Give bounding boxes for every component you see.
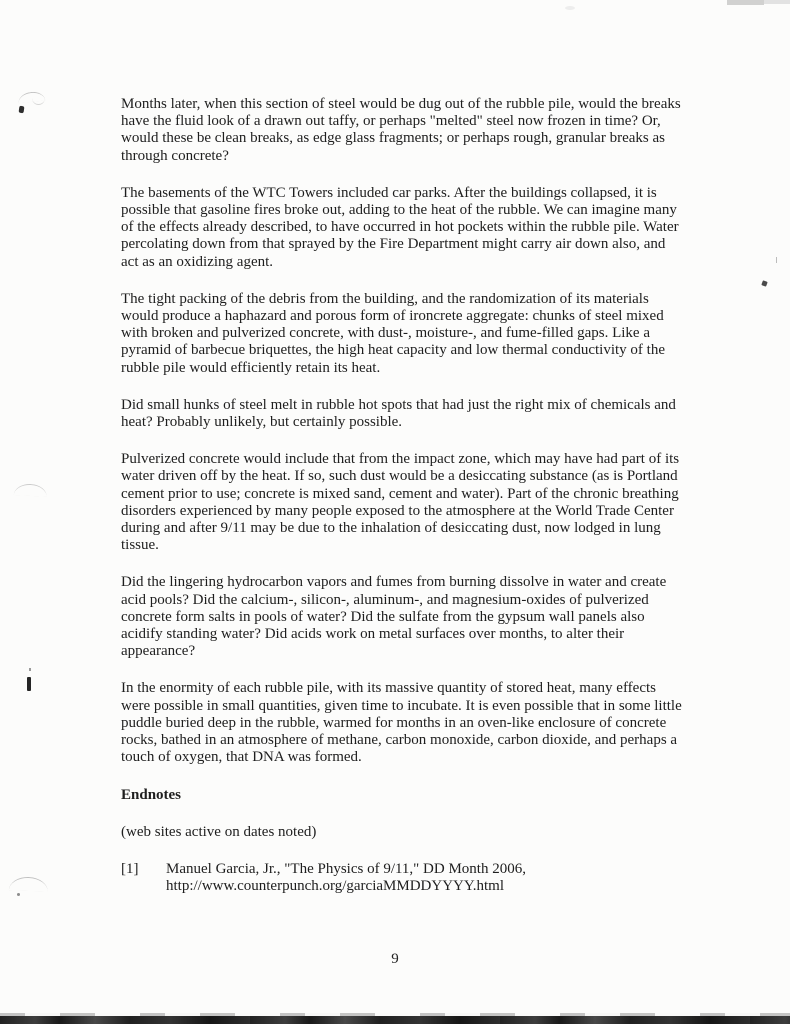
scan-squiggle-mark — [32, 98, 45, 105]
scan-speck — [776, 257, 777, 263]
scan-tick-mark — [27, 677, 31, 691]
endnote-marker: [1] — [121, 860, 139, 877]
scan-smudge — [764, 0, 790, 4]
scan-ink-dot — [17, 893, 20, 896]
endnotes-note: (web sites active on dates noted) — [121, 823, 317, 840]
paragraph-7: In the enormity of each rubble pile, with its massive quantity of stored heat, many effects were possible in small quantities, given time to incubate. It is even possible that in some little puddle buried deep in the rubble, warmed for months in an oven-like enclosure of concrete rocks, bathed in an atmosphere of methane, carbon monoxide, carbon dioxide, and perhaps a touch of oxygen, that DNA was formed. — [121, 680, 682, 766]
endnote-text — [166, 861, 526, 895]
scan-arc-mark — [14, 483, 48, 497]
paragraph-1: Months later, when this section of steel would be dug out of the rubble pile, would the breaks have the fluid look of a drawn out taffy, or perhaps "melted" steel now frozen in time? Or, would these be clean breaks, as edge glass fragments; or perhaps rough, granular breaks as through concrete? — [121, 96, 681, 164]
scan-speck — [761, 280, 767, 286]
document-body — [121, 96, 683, 895]
endnote-citation-line: Manuel Garcia, Jr., "The Physics of 9/11," DD Month 2006, — [166, 860, 526, 877]
scan-squiggle-mark — [18, 91, 46, 104]
paragraph-2: The basements of the WTC Towers included car parks. After the buildings collapsed, it is possible that gasoline fires broke out, adding to the heat of the rubble. We can imagine many of the effects already described, to have occurred in hot pockets within the rubble pile. Water percolating down from that sprayed by the Fire Department might carry air down also, and act as an oxidizing agent. — [121, 184, 679, 270]
endnote-item — [121, 861, 683, 895]
paragraph-3: The tight packing of the debris from the building, and the randomization of its materials would produce a haphazard and porous form of ironcrete aggregate: chunks of steel mixed with broken and pulverized concrete, with dust-, moisture-, and fume-filled gaps. Like a pyramid of barbecue briquettes, the high heat capacity and low thermal conductivity of the rubble pile would efficiently retain its heat. — [121, 290, 665, 376]
page-number: 9 — [391, 951, 399, 967]
endnotes-heading: Endnotes — [121, 786, 182, 803]
endnote-url-line: http://www.counterpunch.org/garciaMMDDYYYY.html — [166, 878, 505, 895]
paragraph-6: Did the lingering hydrocarbon vapors and fumes from burning dissolve in water and create acid pools? Did the calcium-, silicon-, aluminum-, and magnesium-oxides of pulverized concrete form salts in pools of water? Did the sulfate from the gypsum wall panels also acidify standing water? Did acids work on metal surfaces over months, to alter their appearance? — [121, 574, 667, 660]
scanner-edge-strip — [0, 1016, 790, 1024]
scan-speck — [29, 668, 31, 671]
scan-ink-dot — [19, 106, 25, 114]
scan-smudge — [727, 0, 764, 5]
paragraph-5: Pulverized concrete would include that from the impact zone, which may have had part of its water driven off by the heat. If so, such dust would be a desiccating substance (as is Portland cement prior to use; concrete is mixed sand, cement and water). Part of the chronic breathing disorders experienced by many people exposed to the atmosphere at the World Trade Center during and after 9/11 may be due to the inhalation of desiccating dust, now lodged in lung tissue. — [121, 451, 680, 554]
paragraph-4: Did small hunks of steel melt in rubble hot spots that had just the right mix of chemicals and heat? Probably unlikely, but certainly possible. — [121, 396, 676, 431]
scan-arc-mark — [9, 876, 48, 891]
scan-smudge — [565, 6, 575, 10]
